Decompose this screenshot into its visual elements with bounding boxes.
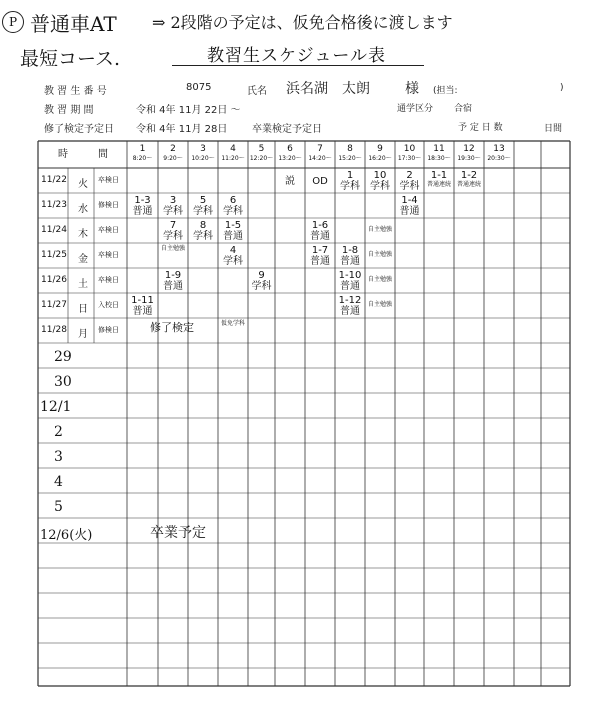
schedule-cell <box>218 320 248 327</box>
cell-line: 10 <box>373 170 387 181</box>
cell-line: 1-9 <box>164 270 182 281</box>
commute-label: 通学区分 <box>397 104 434 114</box>
period-header-4 <box>218 145 248 163</box>
schedule-cell <box>335 170 365 192</box>
period-number: 1 <box>139 144 146 154</box>
handwritten-vehicle: 普通車AT <box>30 12 117 36</box>
row-dow: 火 <box>78 179 88 190</box>
tantou-close: ) <box>560 83 564 93</box>
schedule-cell <box>127 195 158 217</box>
handwritten-date: 30 <box>54 374 72 390</box>
cell-line: 自主勉強 <box>367 226 392 233</box>
schedule-cell <box>395 195 424 217</box>
handwritten-date: 29 <box>54 349 72 365</box>
schedule-cell <box>365 170 395 192</box>
period-number: 7 <box>317 144 323 154</box>
schedule-cell <box>365 301 395 308</box>
period-number: 6 <box>287 144 293 154</box>
period-time: 9:20〜 <box>163 155 183 162</box>
graduation-note: 卒業予定 <box>150 525 206 541</box>
period-header-8 <box>335 145 365 163</box>
schedule-cell <box>218 245 248 267</box>
schedule-cell <box>395 170 424 192</box>
sotsugyou-label: 卒業検定予定日 <box>252 124 322 135</box>
schedule-cell <box>305 245 335 267</box>
period-number: 2 <box>170 144 176 154</box>
cell-line: 8 <box>199 220 207 231</box>
student-no-label: 教 習 生 番 号 <box>44 86 107 97</box>
schedule-cell <box>275 176 305 187</box>
cell-line: 1-3 <box>134 195 151 206</box>
handwritten-course: 最短コース. <box>20 48 121 70</box>
header-label-kan: 間 <box>98 149 108 160</box>
cell-line: 4 <box>229 245 237 256</box>
cell-line: OD <box>312 176 328 187</box>
cell-line: 7 <box>169 220 177 231</box>
period-header-3 <box>188 145 218 163</box>
schedule-cell <box>424 170 454 188</box>
name-label: 氏名 <box>247 86 267 97</box>
schedule-cell <box>248 270 275 292</box>
cell-line: 3 <box>169 195 177 206</box>
cell-line: 学科 <box>251 281 272 292</box>
cell-line: 学科 <box>370 181 390 192</box>
cell-line: 普通 <box>340 306 360 317</box>
handwritten-date: 2 <box>54 424 63 440</box>
row-date: 11/27 <box>41 300 67 310</box>
cell-line: 学科 <box>223 256 243 267</box>
honorific: 様 <box>405 81 419 97</box>
period-header-11 <box>424 145 454 163</box>
period-number: 9 <box>377 144 383 154</box>
cell-line: 1-11 <box>131 295 154 306</box>
cell-line: 普通 <box>310 256 330 267</box>
period-time: 18:30〜 <box>427 155 451 162</box>
cell-line: 学科 <box>399 181 420 192</box>
cell-line: 1-1 <box>430 170 448 181</box>
shuuryou-kentei-text: 修了検定 <box>150 321 194 334</box>
period-number: 3 <box>200 144 206 154</box>
handwritten-date: 12/1 <box>40 399 72 415</box>
cell-line: 1-7 <box>311 245 329 256</box>
header-label-ji: 時 <box>58 149 68 160</box>
period-number: 13 <box>493 144 505 154</box>
days-label: 予 定 日 数 <box>458 123 503 133</box>
cell-line: 1-12 <box>338 295 362 306</box>
tantou-label: (担当: <box>433 86 458 96</box>
handwritten-date: 3 <box>54 449 63 465</box>
schedule-cell <box>335 295 365 317</box>
cell-line: 学科 <box>163 231 183 242</box>
row-type: 修検日 <box>98 326 119 334</box>
schedule-cell <box>305 176 335 187</box>
cell-line: 1-6 <box>311 220 329 231</box>
cell-line: 1-2 <box>460 170 478 181</box>
period-header-5 <box>248 145 275 163</box>
period-number: 12 <box>463 144 475 154</box>
cell-line: 学科 <box>193 206 213 217</box>
shuuryou-label: 修了検定予定日 <box>44 124 114 135</box>
cell-line: 普通 <box>340 256 360 267</box>
cell-line: 普通連続 <box>426 181 451 188</box>
cell-line: 普通 <box>163 281 183 292</box>
period-time: 16:20〜 <box>368 155 392 162</box>
schedule-cell <box>188 195 218 217</box>
page-title: 教習生スケジュール表 <box>207 46 386 66</box>
period-time: 20:30〜 <box>487 155 511 162</box>
cell-line: 1-4 <box>401 195 418 206</box>
row-date: 11/24 <box>41 225 67 235</box>
cell-line: 自主勉強 <box>367 251 392 258</box>
cell-line: 6 <box>229 195 237 206</box>
schedule-cell <box>335 245 365 267</box>
cell-line: 1-10 <box>338 270 362 281</box>
cell-line: 普通連続 <box>456 181 481 188</box>
period-time: 12:20〜 <box>249 155 274 162</box>
shuuryou-value: 令和 4年 11月 28日 <box>136 124 228 135</box>
handwritten-date: 4 <box>54 474 63 490</box>
cell-line: 普通 <box>399 206 420 217</box>
row-date: 11/26 <box>41 275 67 285</box>
period-number: 5 <box>258 144 265 154</box>
schedule-cell <box>454 170 484 188</box>
period-header-1 <box>127 145 158 163</box>
period-number: 4 <box>230 144 236 154</box>
cell-line: 説 <box>285 176 295 187</box>
cell-line: 1-5 <box>224 220 242 231</box>
schedule-cell <box>365 251 395 258</box>
period-label: 教 習 期 間 <box>44 105 94 116</box>
schedule-cell <box>365 226 395 233</box>
row-type: 卒検日 <box>98 176 119 184</box>
schedule-cell <box>365 276 395 283</box>
days-unit: 日間 <box>544 124 563 134</box>
cell-line: 仮免学科 <box>220 320 245 327</box>
schedule-cell <box>335 270 365 292</box>
cell-line: 1 <box>346 170 354 181</box>
schedule-cell <box>218 220 248 242</box>
schedule-cell <box>127 295 158 317</box>
period-number: 11 <box>433 144 445 154</box>
period-header-6 <box>275 145 305 163</box>
cell-line: 5 <box>199 195 207 206</box>
cell-line: 9 <box>258 270 265 281</box>
cell-line: 自主勉強 <box>367 276 392 283</box>
cell-line: 普通 <box>310 231 330 242</box>
period-time: 13:20〜 <box>278 155 302 162</box>
row-dow: 日 <box>78 304 88 315</box>
row-type: 修検日 <box>98 201 119 209</box>
schedule-cell <box>305 220 335 242</box>
cell-line: 1-8 <box>341 245 359 256</box>
row-type: 卒検日 <box>98 251 119 259</box>
row-type: 入校日 <box>98 301 119 309</box>
period-time: 17:30〜 <box>397 155 422 162</box>
period-time: 10:20〜 <box>191 155 215 162</box>
row-type: 卒検日 <box>98 276 119 284</box>
schedule-cell <box>158 195 188 217</box>
row-date: 11/28 <box>41 325 67 335</box>
row-date: 11/22 <box>41 175 67 185</box>
period-value: 令和 4年 11月 22日 〜 <box>136 105 241 116</box>
cell-line: 学科 <box>193 231 213 242</box>
handwritten-arrow-note: ⇒ 2段階の予定は、仮免合格後に渡します <box>152 13 453 32</box>
period-header-2 <box>158 145 188 163</box>
period-time: 8:20〜 <box>132 155 153 162</box>
period-time: 14:20〜 <box>308 155 332 162</box>
cell-line: 普通 <box>132 306 153 317</box>
period-number: 8 <box>347 144 353 154</box>
cell-line: 普通 <box>340 281 360 292</box>
cell-line: 学科 <box>163 206 183 217</box>
circle-mark: P <box>2 11 24 33</box>
period-header-10 <box>395 145 424 163</box>
row-dow: 水 <box>78 204 88 215</box>
commute-value: 合宿 <box>454 104 473 114</box>
schedule-cell <box>188 220 218 242</box>
row-dow: 土 <box>78 279 88 290</box>
period-header-9 <box>365 145 395 163</box>
handwritten-date: 5 <box>54 499 63 515</box>
cell-line: 学科 <box>223 206 243 217</box>
schedule-cell <box>158 220 188 242</box>
cell-line: 自主勉強 <box>160 245 185 252</box>
period-time: 19:30〜 <box>457 155 481 162</box>
cell-line: 普通 <box>132 206 153 217</box>
handwritten-date: 12/6(火) <box>40 528 93 543</box>
schedule-cell <box>158 270 188 292</box>
period-header-13 <box>484 145 514 163</box>
schedule-cell <box>158 245 188 252</box>
period-time: 15:20〜 <box>338 155 362 162</box>
cell-line: 学科 <box>340 181 360 192</box>
row-dow: 月 <box>78 329 88 340</box>
period-header-7 <box>305 145 335 163</box>
schedule-cell <box>218 195 248 217</box>
row-dow: 金 <box>78 254 88 265</box>
row-date: 11/23 <box>41 200 67 210</box>
period-header-12 <box>454 145 484 163</box>
cell-line: 2 <box>406 170 413 181</box>
student-no-value: 8075 <box>186 82 212 93</box>
period-time: 11:20〜 <box>221 155 245 162</box>
name-value: 浜名湖 太朗 <box>286 81 370 97</box>
cell-line: 普通 <box>223 231 243 242</box>
row-dow: 木 <box>78 229 88 240</box>
row-type: 卒検日 <box>98 226 119 234</box>
row-date: 11/25 <box>41 250 67 260</box>
period-number: 10 <box>403 144 416 154</box>
cell-line: 自主勉強 <box>367 301 392 308</box>
